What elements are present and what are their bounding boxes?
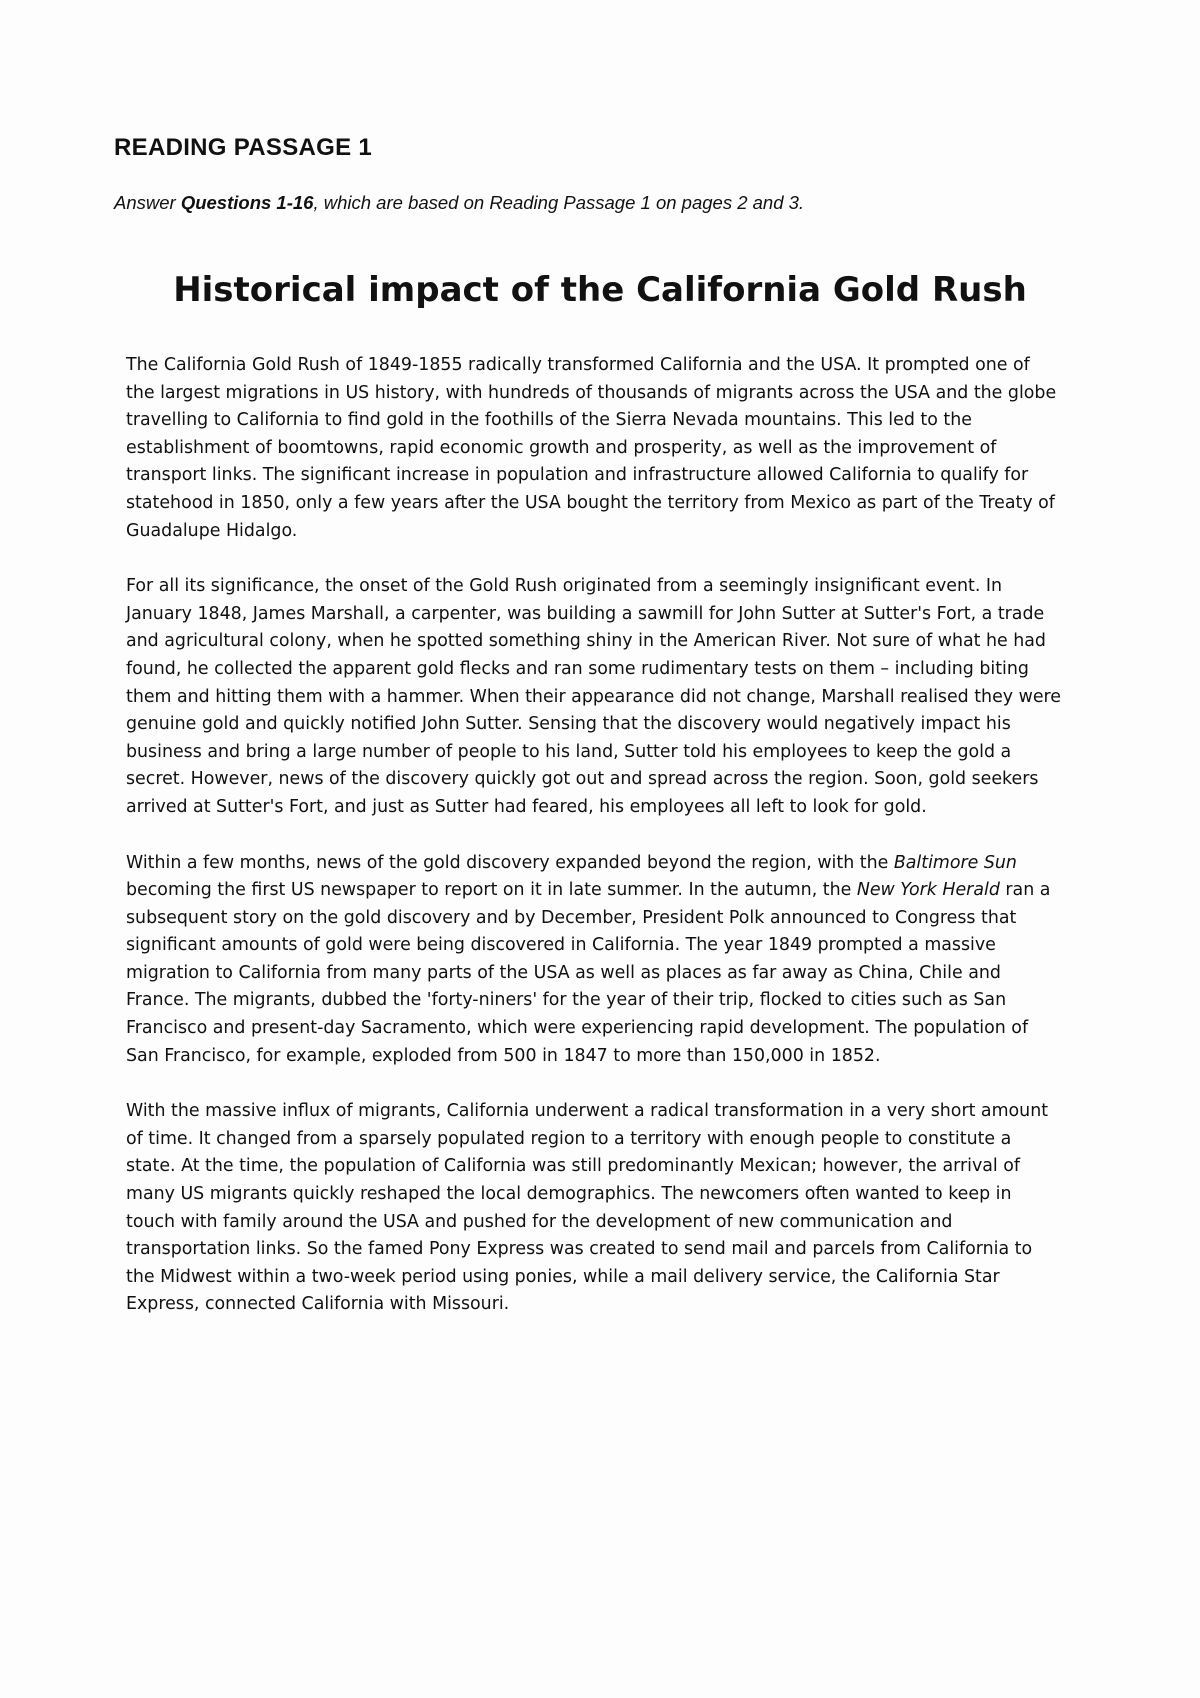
newspaper-new-york-herald: New York Herald: [856, 880, 1000, 901]
article-title: Historical impact of the California Gold Rush: [173, 270, 1027, 310]
section-heading: READING PASSAGE 1: [114, 134, 373, 161]
newspaper-baltimore-sun: Baltimore Sun: [893, 852, 1017, 873]
paragraph-2: For all its significance, the onset of the Gold Rush originated from a seemingly insignificant event. In January 1848, James Marshall, a carpenter, was building a sawmill for John Sutter at Sutter's Fort, a trade and agricultural colony, when he spotted something shiny in the American River. Not sure of what he had found, he collected the apparent gold flecks and ran some rudimentary tests on them – including biting them and hitting them with a hammer. When their appearance did not change, Marshall realised they were genuine gold and quickly notified John Sutter. Sensing that the discovery would negatively impact his business and bring a large number of people to his land, Sutter told his employees to keep the gold a secret. However, news of the discovery quickly got out and spread across the region. Soon, gold seekers arrived at Sutter's Fort, and just as Sutter had feared, his employees all left to look for gold.: [126, 576, 1061, 817]
instruction-suffix: , which are based on Reading Passage 1 on pages 2 and 3.: [313, 192, 805, 213]
passage-body: [126, 352, 1062, 1347]
paragraph-3-part-3: ran a subsequent story on the gold discovery and by December, President Polk announced to Congress that significant amounts of gold were being discovered in California. The year 1849 prompted a massive migration to California from many parts of the USA as well as places as far away as China, Chile and France. The migrants, dubbed the 'forty-niners' for the year of their trip, flocked to cities such as San Francisco and present-day Sacramento, which were experiencing rapid development. The population of San Francisco, for example, exploded from 500 in 1847 to more than 150,000 in 1852.: [126, 880, 1051, 1066]
paragraph-4: With the massive influx of migrants, California underwent a radical transformation in a very short amount of time. It changed from a sparsely populated region to a territory with enough people to constitute a state. At the time, the population of California was still predominantly Mexican; however, the arrival of many US migrants quickly reshaped the local demographics. The newcomers often wanted to keep in touch with family around the USA and pushed for the development of new communication and transportation links. So the famed Pony Express was created to send mail and parcels from California to the Midwest within a two-week period using ponies, while a mail delivery service, the California Star Express, connected California with Missouri.: [126, 1101, 1049, 1315]
instruction-questions: Questions 1-16: [180, 192, 314, 213]
paragraph-1: The California Gold Rush of 1849-1855 radically transformed California and the USA. It prompted one of the largest migrations in US history, with hundreds of thousands of migrants across the USA and the globe travelling to California to find gold in the foothills of the Sierra Nevada mountains. This led to the establishment of boomtowns, rapid economic growth and prosperity, as well as the improvement of transport links. The significant increase in population and infrastructure allowed California to qualify for statehood in 1850, only a few years after the USA bought the territory from Mexico as part of the Treaty of Guadalupe Hidalgo.: [126, 355, 1057, 541]
instruction-prefix: Answer: [114, 192, 181, 213]
paragraph-3-part-1: Within a few months, news of the gold discovery expanded beyond the region, with the: [126, 852, 894, 873]
paragraph-3: [126, 850, 1062, 1071]
paragraph-3-part-2: becoming the first US newspaper to report on it in late summer. In the autumn, the: [126, 880, 857, 901]
instruction-line: [114, 192, 804, 214]
